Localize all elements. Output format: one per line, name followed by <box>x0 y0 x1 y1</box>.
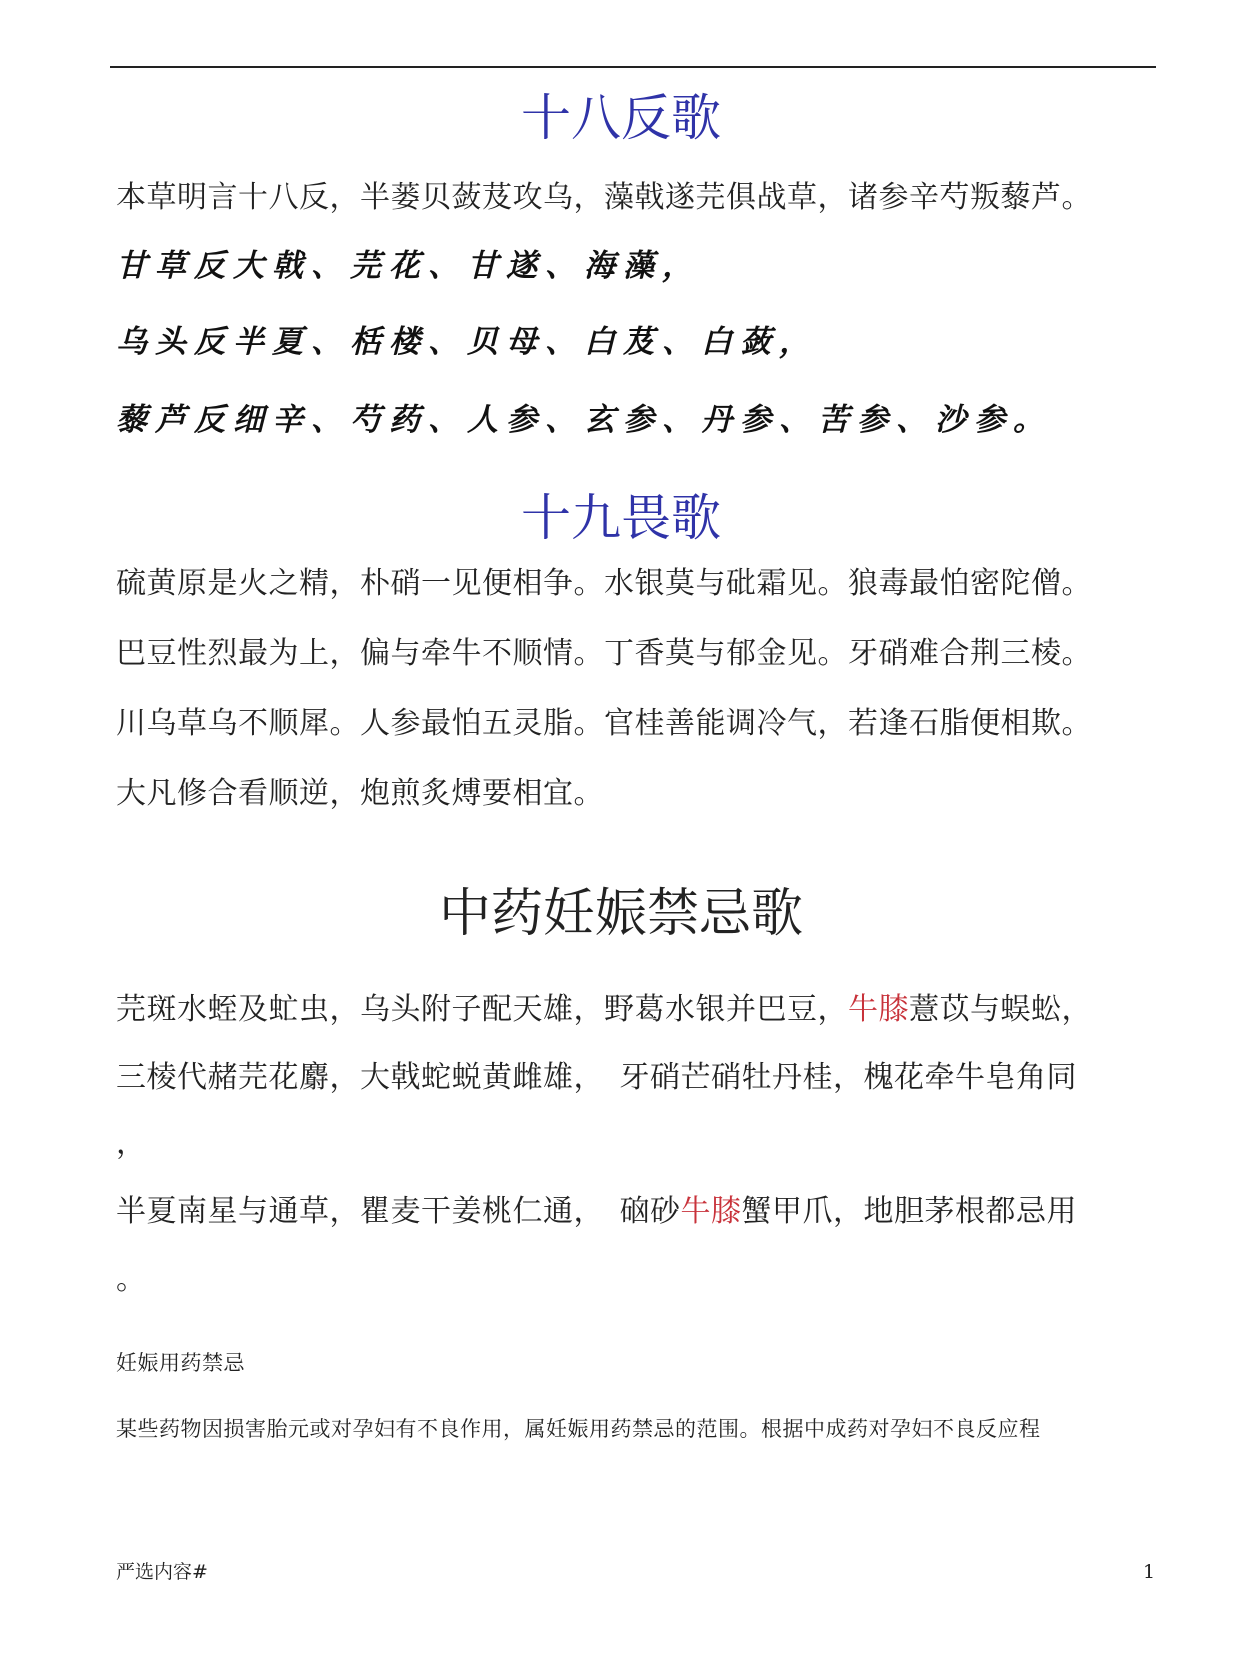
sec3-line-3-part-b: 蟹甲爪，地胆茅根都忌用 <box>741 1194 1077 1229</box>
sec3-line-1-part-b: 薏苡与蜈蚣， <box>909 992 1092 1027</box>
sec1-line-4: 藜芦反细辛、芍药、人参、玄参、丹参、苦参、沙参。 <box>116 402 1052 438</box>
header-rule <box>110 66 1156 68</box>
sec1-line-3: 乌头反半夏、栝楼、贝母、白芨、白蔹， <box>116 324 818 360</box>
sec2-line-3: 川乌草乌不顺犀。人参最怕五灵脂。官桂善能调冷气，若逢石脂便相欺。 <box>116 706 1092 741</box>
sub-text: 某些药物因损害胎元或对孕妇有不良作用，属妊娠用药禁忌的范围。根据中成药对孕妇不良反应程 <box>116 1417 1041 1441</box>
sec2-line-1: 硫黄原是火之精，朴硝一见便相争。水银莫与砒霜见。狼毒最怕密陀僧。 <box>116 566 1092 601</box>
sec3-line-1-part-a: 芫斑水蛭及虻虫，乌头附子配天雄，野葛水银并巴豆， <box>116 992 848 1027</box>
highlight-niuxi: 牛膝 <box>680 1194 742 1229</box>
sec2-line-2: 巴豆性烈最为上，偏与牵牛不顺情。丁香莫与郁金见。牙硝难合荆三棱。 <box>116 636 1092 671</box>
sec3-line-2: 三棱代赭芫花麝，大戟蛇蜕黄雌雄， 牙硝芒硝牡丹桂，槐花牵牛皂角同 <box>116 1060 1077 1095</box>
sec3-line-2-tail: ， <box>116 1126 147 1161</box>
sub-heading: 妊娠用药禁忌 <box>116 1351 245 1375</box>
sec1-line-1: 本草明言十八反，半蒌贝蔹芨攻乌，藻戟遂芫俱战草，诸参辛芍叛藜芦。 <box>116 180 1092 215</box>
footer-label: 严选内容# <box>116 1561 208 1583</box>
highlight-niuxi: 牛膝 <box>848 992 909 1027</box>
page-number: 1 <box>1143 1561 1156 1583</box>
sec3-line-3 <box>116 1194 1176 1230</box>
sec2-line-4: 大凡修合看顺逆，炮煎炙煿要相宜。 <box>116 776 604 811</box>
sec1-line-2: 甘草反大戟、芫花、甘遂、海藻， <box>116 248 701 284</box>
title-nineteen-fears: 十九畏歌 <box>521 489 721 547</box>
sec3-line-3-part-a: 半夏南星与通草，瞿麦干姜桃仁通， 硇砂 <box>116 1194 681 1229</box>
sec3-line-3-tail: 。 <box>116 1262 147 1297</box>
title-pregnancy-contraindications: 中药妊娠禁忌歌 <box>438 884 803 944</box>
sec3-line-1 <box>116 992 1176 1028</box>
title-eighteen-incompatibilities: 十八反歌 <box>521 89 721 147</box>
